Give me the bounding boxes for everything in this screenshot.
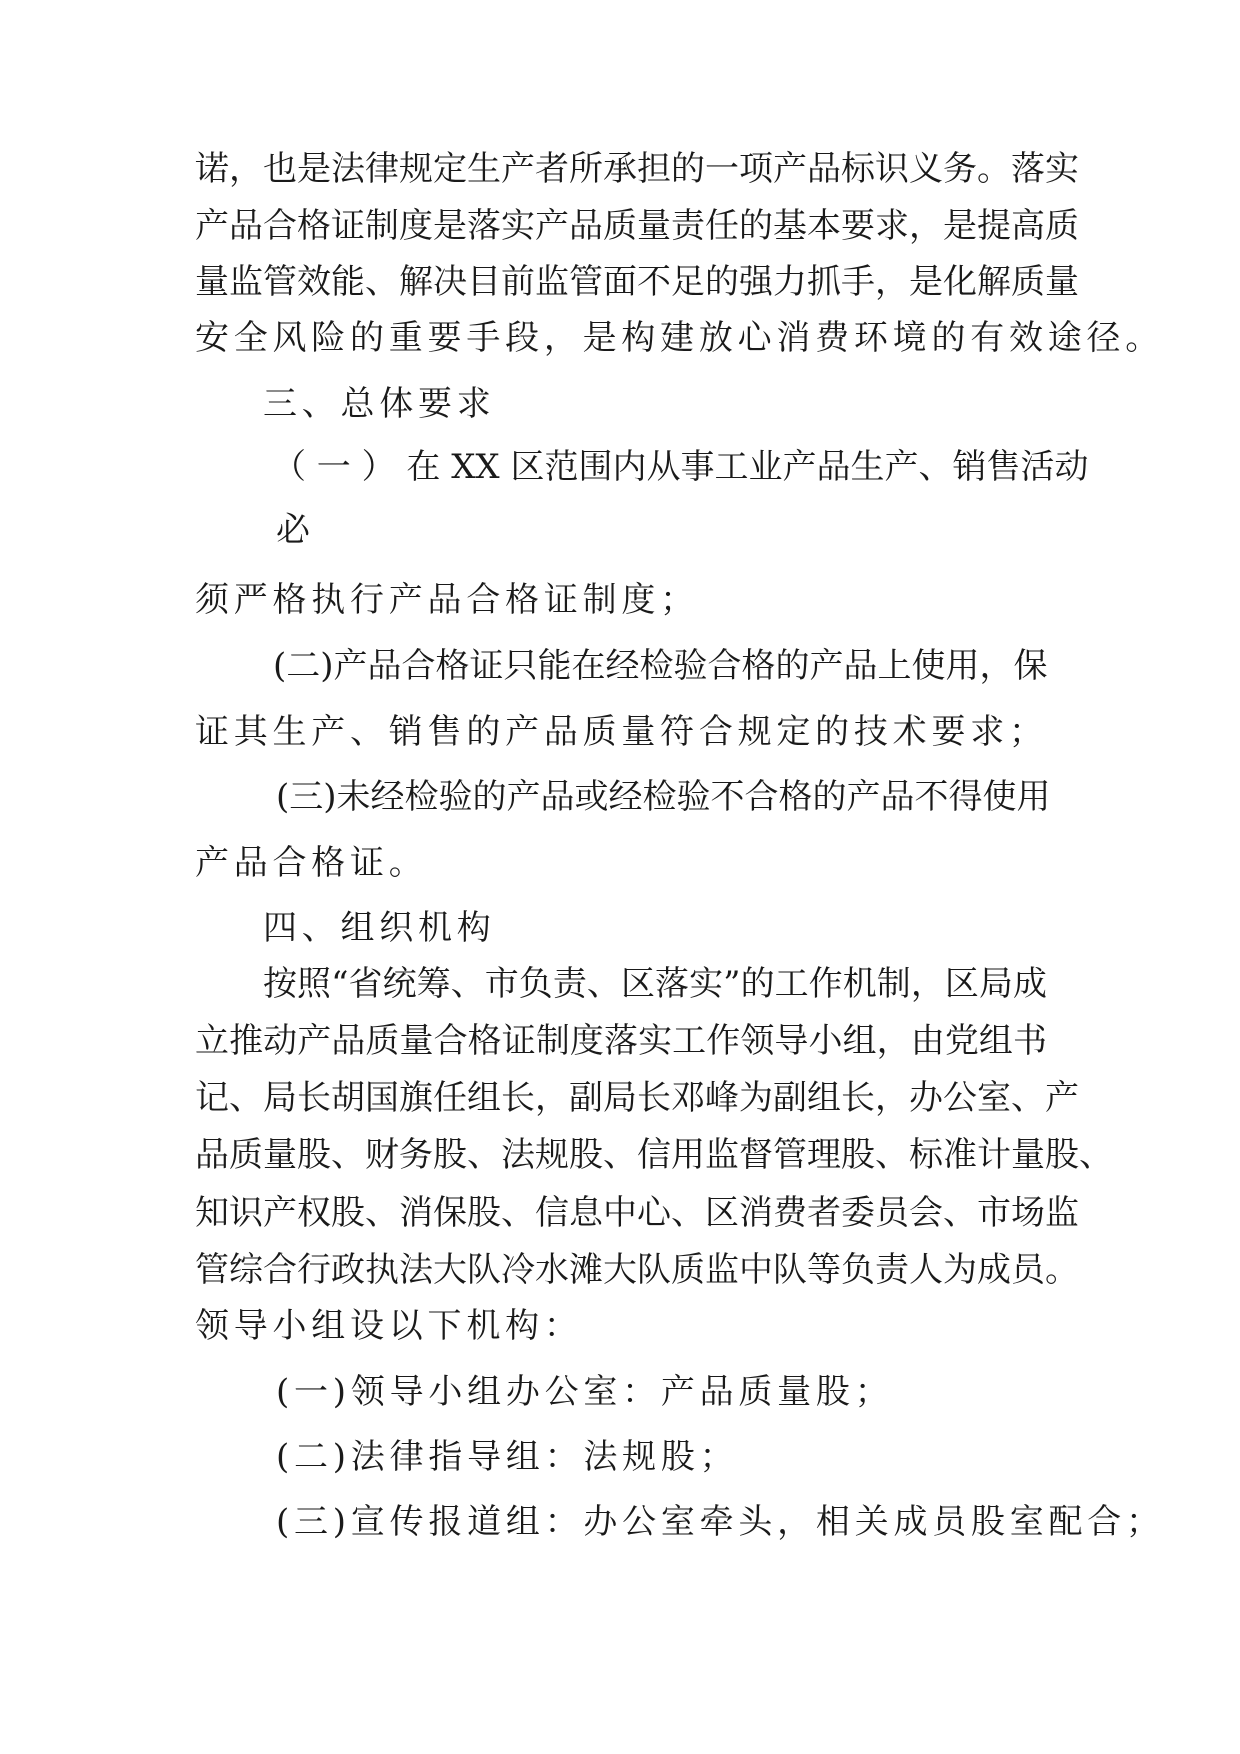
section-heading: 四、组织机构: [263, 908, 496, 948]
list-item: (二)产品合格证只能在经检验合格的产品上使用，保: [273, 646, 1048, 686]
paragraph-line: 证其生产、销售的产品质量符合规定的技术要求；: [195, 712, 1048, 752]
paragraph-line: 产品合格证。: [195, 843, 428, 883]
paragraph-line: 必: [276, 510, 310, 550]
section-heading: 三、总体要求: [263, 384, 496, 424]
list-item: (三)宣传报道组：办公室牵头，相关成员股室配合；: [276, 1502, 1165, 1542]
list-item: (一)领导小组办公室：产品质量股；: [276, 1372, 894, 1412]
paragraph-line: 品质量股、财务股、法规股、信用监督管理股、标准计量股、: [195, 1135, 1113, 1175]
paragraph-line: 安全风险的重要手段，是构建放心消费环境的有效途径。: [195, 318, 1164, 358]
list-item: (二)法律指导组：法规股；: [276, 1437, 739, 1477]
paragraph-line: 领导小组设以下机构：: [195, 1306, 583, 1346]
paragraph-line: 知识产权股、消保股、信息中心、区消费者委员会、市场监: [195, 1193, 1079, 1233]
paragraph-line: 管综合行政执法大队冷水滩大队质监中队等负责人为成员。: [195, 1250, 1079, 1290]
paragraph-line: 立推动产品质量合格证制度落实工作领导小组，由党组书: [195, 1021, 1047, 1061]
paragraph-line: 按照“省统筹、市负责、区落实”的工作机制，区局成: [263, 964, 1047, 1004]
paragraph-line: 量监管效能、解决目前监管面不足的强力抓手，是化解质量: [195, 262, 1079, 302]
paragraph-line: （ 一 ） 在 XX 区范围内从事工业产品生产、销售活动: [272, 447, 1089, 487]
paragraph-line: 记、局长胡国旗任组长，副局长邓峰为副组长，办公室、产: [195, 1078, 1079, 1118]
paragraph-line: 须严格执行产品合格证制度；: [195, 580, 699, 620]
paragraph-line: 产品合格证制度是落实产品质量责任的基本要求，是提高质: [195, 206, 1079, 246]
paragraph-line: 诺，也是法律规定生产者所承担的一项产品标识义务。落实: [195, 149, 1079, 189]
list-item: (三)未经检验的产品或经检验不合格的产品不得使用: [276, 777, 1051, 817]
